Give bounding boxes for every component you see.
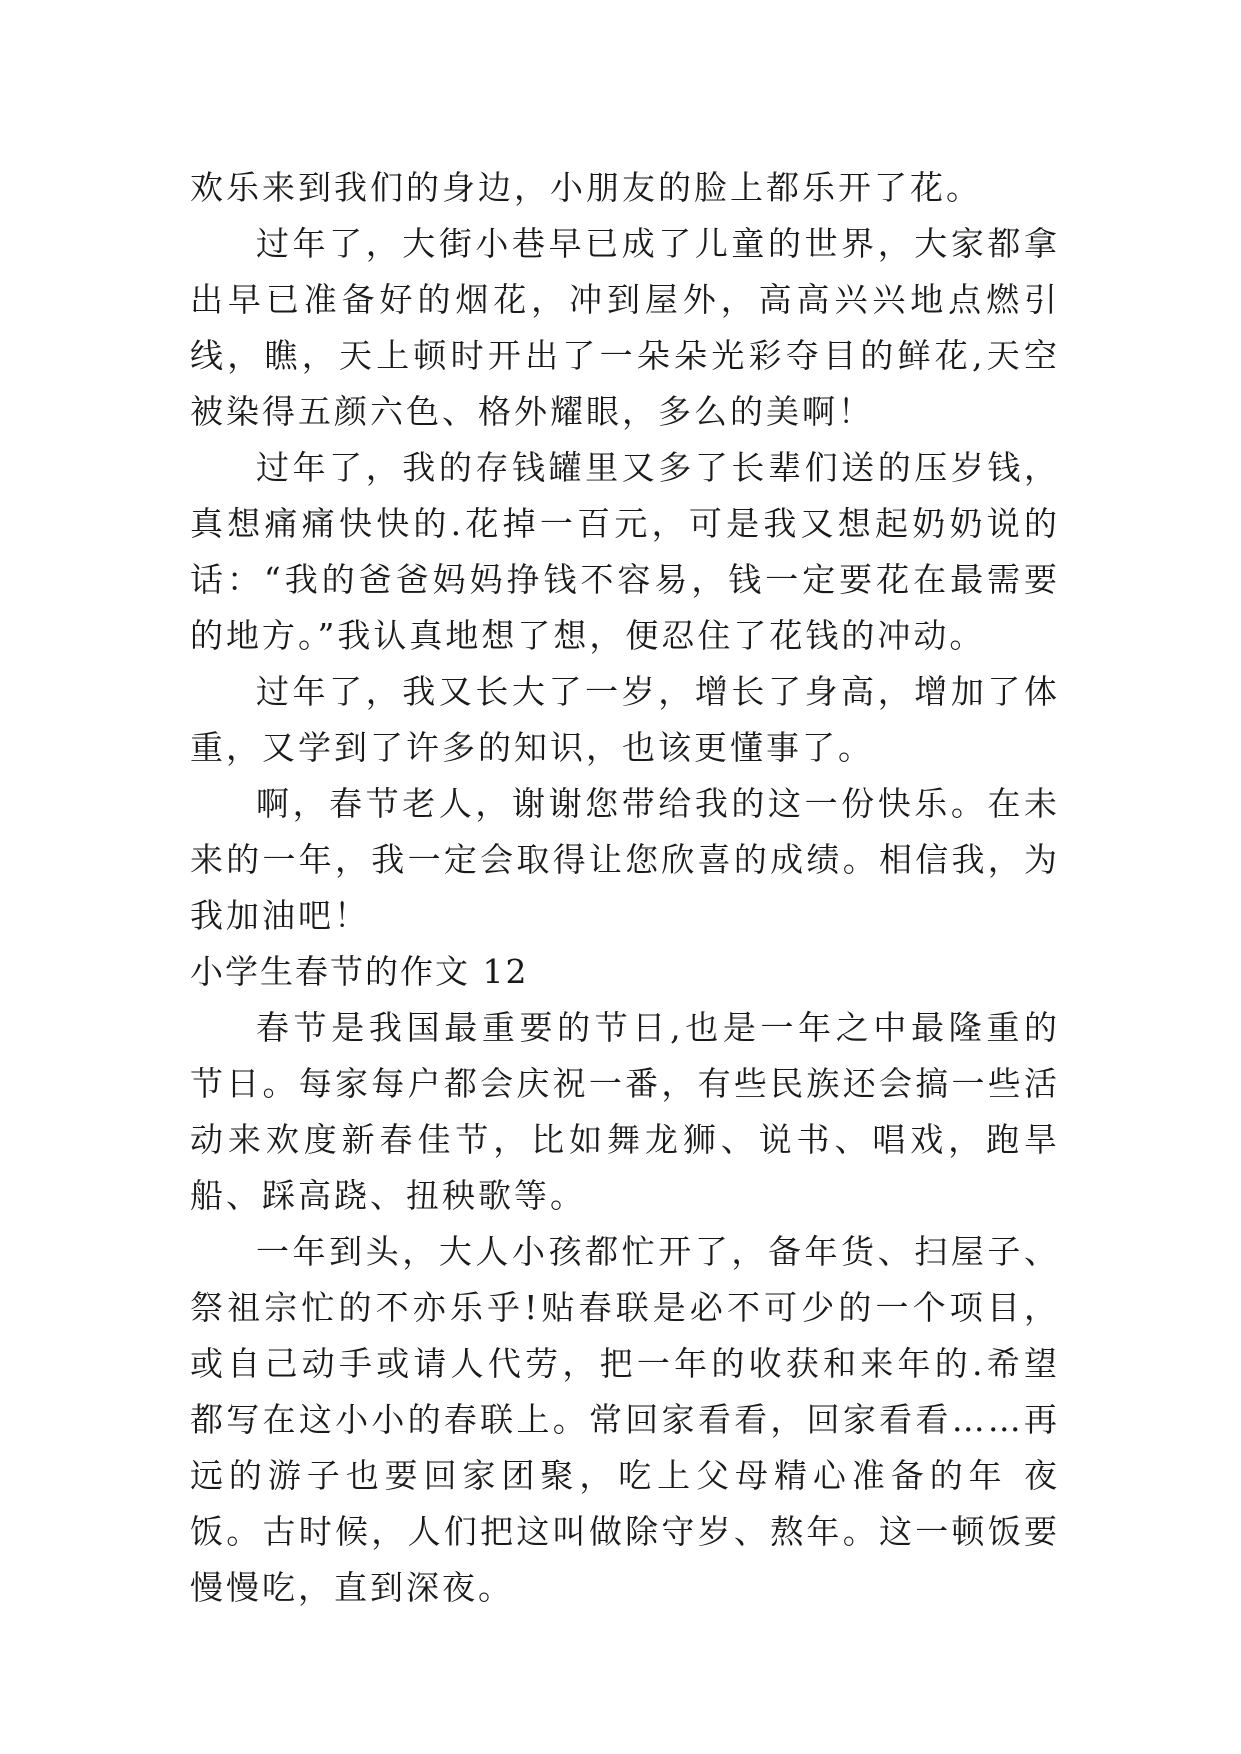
paragraph-thanks: 啊，春节老人，谢谢您带给我的这一份快乐。在未来的一年，我一定会取得让您欣喜的成绩。相信我，为我加油吧！ — [190, 784, 1060, 935]
paragraph-fireworks: 过年了，大街小巷早已成了儿童的世界，大家都拿出早已准备好的烟花，冲到屋外，高高兴兴地点燃引线，瞧，天上顿时开出了一朵朵光彩夺目的鲜花,天空被染得五颜六色、格外耀眼，多么的美啊！ — [190, 224, 1060, 431]
paragraph-festival-intro: 春节是我国最重要的节日,也是一年之中最隆重的节日。每家每户都会庆祝一番，有些民族还会搞一些活动来欢度新春佳节，比如舞龙狮、说书、唱戏，跑旱船、踩高跷、扭秧歌等。 — [190, 1008, 1060, 1215]
paragraph-lucky-money: 过年了，我的存钱罐里又多了长辈们送的压岁钱，真想痛痛快快的.花掉一百元，可是我又想起奶奶说的话：“我的爸爸妈妈挣钱不容易，钱一定要花在最需要的地方。”我认真地想了想，便忍住了花钱的冲动。 — [190, 448, 1060, 655]
paragraph-continuation: 欢乐来到我们的身边，小朋友的脸上都乐开了花。 — [190, 168, 982, 207]
document-body — [190, 160, 1060, 1616]
section-title: 小学生春节的作文 12 — [190, 952, 529, 991]
paragraph-growing-up: 过年了，我又长大了一岁，增长了身高，增加了体重，又学到了许多的知识，也该更懂事了。 — [190, 672, 1060, 767]
paragraph-year-end: 一年到头，大人小孩都忙开了，备年货、扫屋子、祭祖宗忙的不亦乐乎!贴春联是必不可少的一个项目，或自己动手或请人代劳，把一年的收获和来年的.希望都写在这小小的春联上。常回家看看，回家看看……再远的游子也要回家团聚，吃上父母精心准备的年 夜 饭。古时候，人们把这叫做除守岁、熬年。这一顿饭要慢慢吃，直到深夜。 — [190, 1232, 1060, 1607]
